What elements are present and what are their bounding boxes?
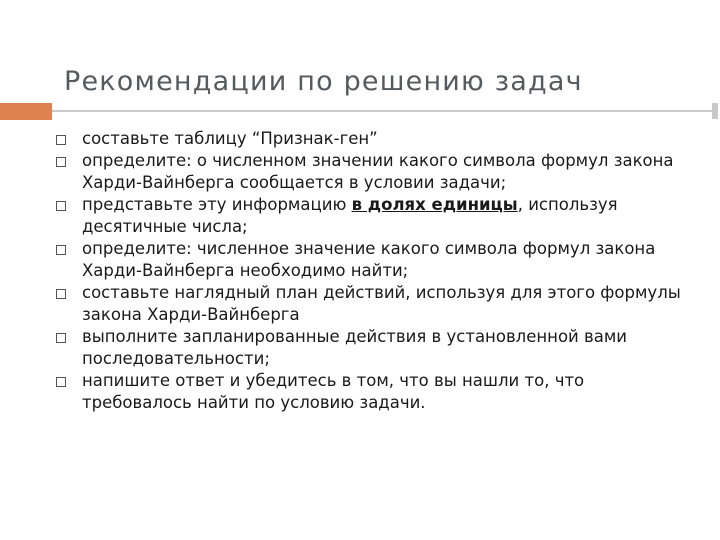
hollow-square-icon (56, 333, 66, 343)
hollow-square-icon (56, 157, 66, 167)
list-item (56, 326, 696, 370)
list-item-emphasis: в долях единицы (351, 195, 518, 214)
hollow-square-icon (56, 377, 66, 387)
list-item-text: составьте таблицу “Признак-ген” (82, 129, 378, 148)
slide-title: Рекомендации по решению задач (64, 66, 583, 97)
list-item-text: составьте наглядный план действий, используя для этого формулы закона Харди-Вайнберга (82, 283, 681, 324)
title-accent-bar (0, 103, 52, 120)
hollow-square-icon (56, 289, 66, 299)
hollow-square-icon (56, 245, 66, 255)
recommendation-list (56, 128, 696, 414)
list-item-text: напишите ответ и убедитесь в том, что вы нашли то, что требовалось найти по условию задачи. (82, 371, 585, 412)
list-item (56, 282, 696, 326)
list-item (56, 128, 696, 150)
hollow-square-icon (56, 135, 66, 145)
hollow-square-icon (56, 201, 66, 211)
list-item-text: выполните запланированные действия в установленной вами последовательности; (82, 327, 628, 368)
list-item (56, 370, 696, 414)
list-item (56, 238, 696, 282)
list-item-text: определите: численное значение какого символа формул закона Харди-Вайнберга необходимо найти; (82, 239, 656, 280)
title-divider-end (712, 103, 718, 119)
list-item-text-before: представьте эту информацию (82, 195, 352, 214)
title-divider (52, 110, 716, 112)
list-item-text: определите: о численном значении какого символа формул закона Харди-Вайнберга сообщается в условии задачи; (82, 151, 674, 192)
list-item (56, 194, 696, 238)
list-item (56, 150, 696, 194)
list-item-text-after: , используя десятичные числа; (82, 195, 618, 236)
